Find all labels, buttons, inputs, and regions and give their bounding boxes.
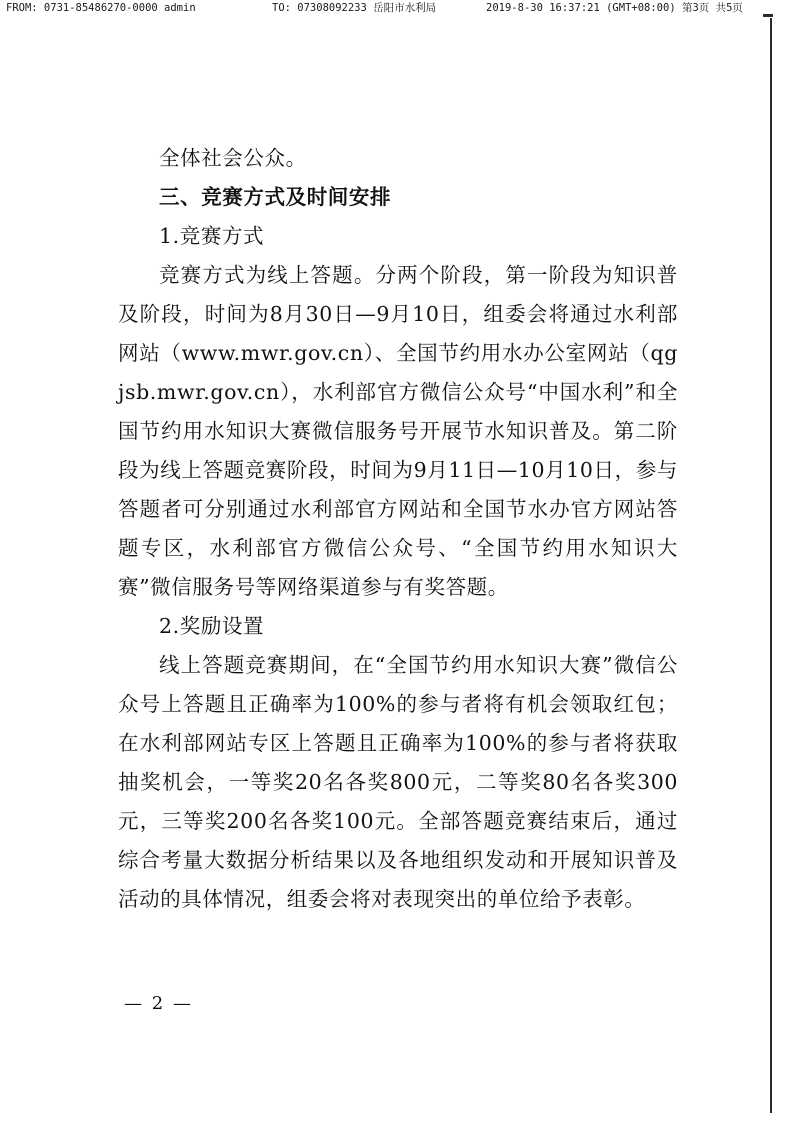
scan-edge-line xyxy=(770,18,772,1113)
fax-header xyxy=(0,0,793,16)
page-number: — 2 — xyxy=(124,993,193,1014)
scan-edge-tick xyxy=(763,14,773,17)
document-body xyxy=(118,139,678,919)
subheading-method: 1.竞赛方式 xyxy=(159,224,265,248)
fax-to: TO: 07308092233 岳阳市水利局 xyxy=(272,2,437,14)
fax-timestamp: 2019-8-30 16:37:21 (GMT+08:00) 第3页 共5页 xyxy=(486,2,743,14)
section-heading-3: 三、竞赛方式及时间安排 xyxy=(159,185,392,209)
subheading-reward: 2.奖励设置 xyxy=(159,614,265,638)
paragraph-method: 竞赛方式为线上答题。分两个阶段，第一阶段为知识普及阶段，时间为8月30日—9月10日，组委会将通过水利部网站（www.mwr.gov.cn）、全国节约用水办公室网站（qgjsb.mwr.gov.cn），水利部官方微信公众号“中国水利”和全国节约用水知识大赛微信服务号开展节水知识普及。第二阶段为线上答题竞赛阶段，时间为9月11日—10月10日，参与答题者可分别通过水利部官方网站和全国节水办官方网站答题专区，水利部官方微信公众号、“全国节约用水知识大赛”微信服务号等网络渠道参与有奖答题。 xyxy=(118,263,678,599)
paragraph-reward: 线上答题竞赛期间，在“全国节约用水知识大赛”微信公众号上答题且正确率为100%的参与者将有机会领取红包；在水利部网站专区上答题且正确率为100%的参与者将获取抽奖机会，一等奖20名各奖800元，二等奖80名各奖300元，三等奖200名各奖100元。全部答题竞赛结束后，通过综合考量大数据分析结果以及各地组织发动和开展知识普及活动的具体情况，组委会将对表现突出的单位给予表彰。 xyxy=(118,653,678,911)
fax-from: FROM: 0731-85486270-0000 admin xyxy=(6,2,196,14)
paragraph-intro: 全体社会公众。 xyxy=(159,146,307,170)
